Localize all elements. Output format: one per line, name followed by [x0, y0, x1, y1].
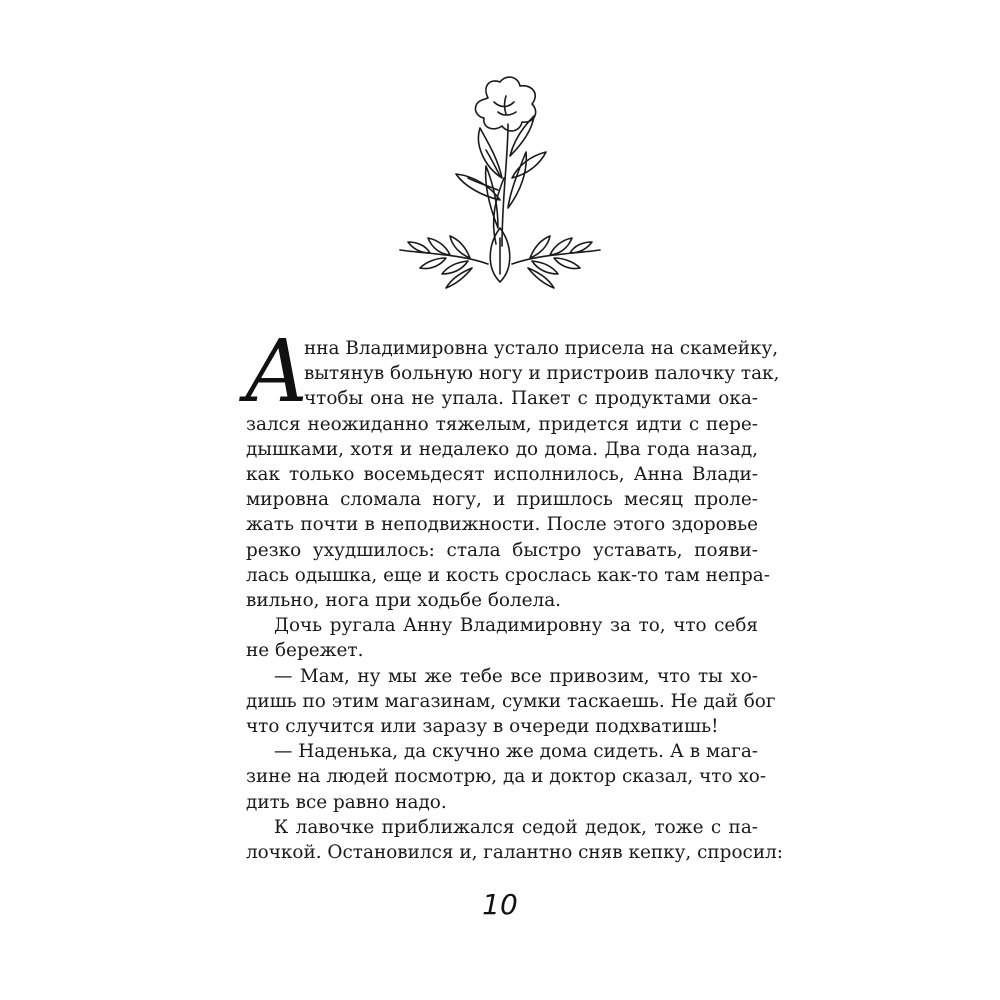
text-line: — Наденька, да скучно же дома сидеть. А в мага-: [274, 741, 758, 763]
drop-cap-letter: А: [244, 322, 310, 422]
text-line: зине на людей посмотрю, да и доктор сказал, что хо-: [246, 766, 767, 788]
text-line: вытянув больную ногу и пристроив палочку так,: [304, 363, 780, 385]
text-line: дить все равно надо.: [246, 791, 447, 813]
text-line: лась одышка, еще и кость срослась как-то там непра-: [246, 564, 770, 586]
page-number: 10: [482, 888, 518, 921]
text-line: не бережет.: [246, 640, 364, 662]
text-line: чтобы она не упала. Пакет с продуктами ока-: [304, 388, 758, 410]
text-line: мировна сломала ногу, и пришлось месяц проле-: [246, 489, 758, 511]
text-line: лочкой. Остановился и, галантно сняв кепку, спросил:: [246, 842, 783, 863]
text-line: резко ухудшилось: стала быстро уставать, появи-: [246, 539, 758, 561]
text-line: как только восемьдесят исполнилось, Анна Влади-: [246, 464, 758, 485]
text-line: зался неожиданно тяжелым, придется идти с пере-: [246, 413, 758, 435]
text-line: Дочь ругала Анну Владимировну за то, что себя: [274, 615, 758, 637]
text-line: — Мам, ну мы же тебе все привозим, что ты хо-: [274, 665, 758, 687]
flower-ornament-icon: [390, 68, 610, 298]
text-line: дышками, хотя и недалеко до дома. Два года назад,: [246, 438, 758, 460]
text-line: дишь по этим магазинам, сумки таскаешь. Не дай бог: [246, 690, 776, 712]
text-line: что случится или заразу в очереди подхватишь!: [246, 716, 719, 737]
text-line: К лавочке приближался седой дедок, тоже с па-: [274, 816, 758, 838]
text-line: жать почти в неподвижности. После этого здоровье: [246, 514, 758, 536]
text-line: нна Владимировна устало присела на скамейку,: [304, 338, 779, 359]
text-line: вильно, нога при ходьбе болела.: [246, 590, 562, 611]
